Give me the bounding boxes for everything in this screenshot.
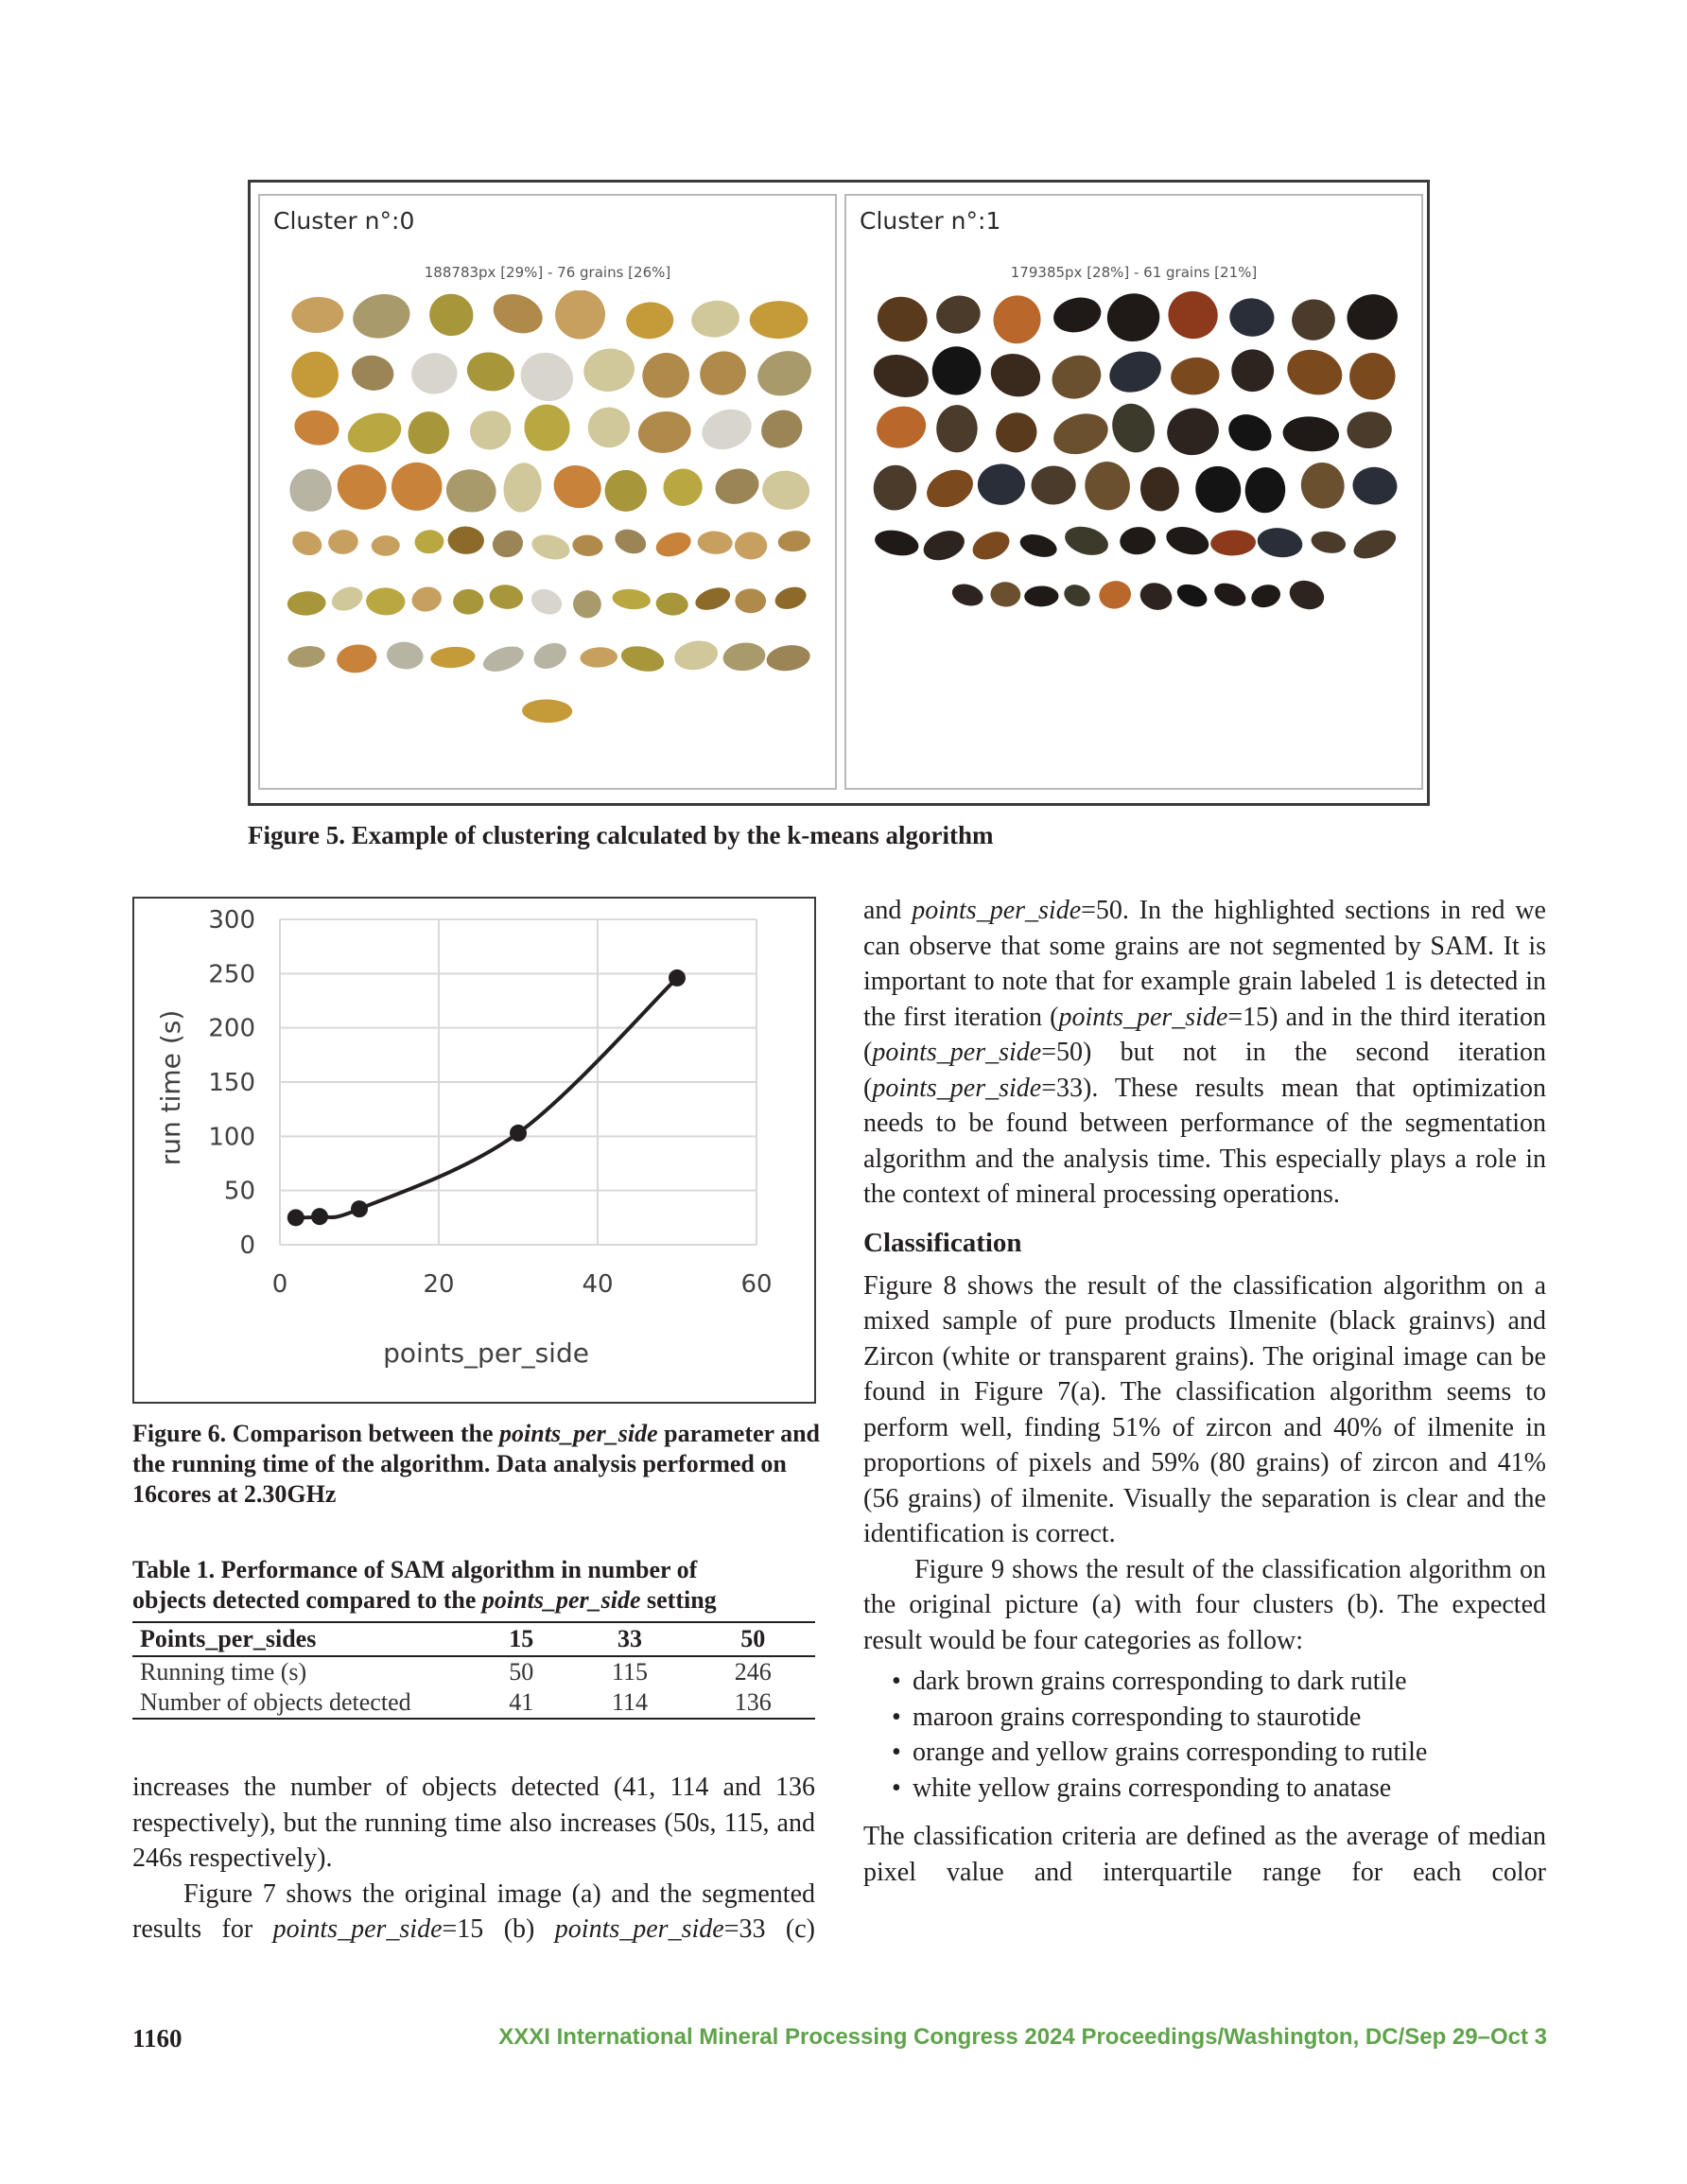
grain-shape [692,584,733,614]
cluster-title: Cluster n°:0 [273,207,415,235]
y-tick-label: 250 [208,960,255,989]
data-point [351,1200,368,1217]
grain-shape [464,405,517,456]
grain-shape [1189,460,1248,520]
grain-shape [286,345,344,404]
grain-shape [1061,581,1094,610]
grain-shape [1049,407,1114,461]
grain-shape [1346,410,1394,450]
grain-shape [386,640,425,672]
grain-shape [1281,342,1348,401]
grain-shape [453,589,483,615]
grain-shape [443,466,498,515]
x-axis-title: points_per_side [383,1337,589,1369]
grain-shape [335,642,378,675]
grain-shape [447,526,484,555]
grain-shape [872,401,930,454]
paragraph [132,1877,815,1948]
grain-shape [990,407,1044,460]
data-points [287,970,686,1226]
table-row [132,1656,815,1687]
grain-shape [869,461,921,515]
grain-shape [587,407,630,448]
text-run: =50. In the highlighted sections in red we can observe that some grains are not segmented by SAM. It is important to note that for example grain labeled 1 is detected in the first iteration ( [863,896,1546,1032]
grain-shape [984,347,1046,404]
grain-shape [760,469,810,512]
table-header-row [132,1622,815,1656]
grain-shape [773,584,809,613]
grain-shape [426,290,477,339]
grain-shape [1285,576,1328,615]
grain-shape [1211,579,1250,611]
grain-shape [612,525,650,558]
grain-shape [290,296,344,335]
cluster-panel-1 [844,194,1423,790]
grain-shape [1169,355,1222,397]
grain-shape [1046,348,1108,406]
grain-shape [349,290,413,343]
grain-shape [581,345,637,395]
grain-shape [928,342,984,399]
grain-shape [735,532,768,560]
grain-shape [618,642,667,675]
table-cell: 246 [734,1658,772,1686]
x-tick-label: 20 [423,1270,455,1299]
grain-shape [756,404,809,455]
x-tick-label: 40 [582,1270,614,1299]
grain-shape [919,526,968,566]
grain-shape [490,527,526,560]
table-1-caption [132,1555,832,1616]
paragraph: increases the number of objects detected (41, 114 and 136 respectively), but the running time also increases (50s, 115, and 246s respectively). [132,1773,815,1873]
right-column-text [863,893,1546,1890]
left-column-text [132,1770,815,1948]
grain-shape [1050,293,1104,338]
caption-italic: points_per_side [481,1586,641,1614]
list-item: • maroon grains corresponding to staurotide [913,1700,1546,1736]
caption-text: Figure 6. Comparison between the [132,1420,500,1447]
grain-shape [661,466,705,509]
grain-shape [1163,404,1224,461]
y-tick-label: 200 [208,1014,255,1043]
grain-shape [1281,414,1340,453]
grain-shape [1137,579,1175,614]
y-axis-title: run time (s) [155,1009,186,1166]
text-run: =33 (c) [723,1914,815,1944]
grain-shape [487,290,548,341]
running-footer: XXXI International Mineral Processing Congress 2024 Proceedings/Washington, DC/Sep 29–Oct 3 [498,2024,1547,2050]
paragraph: The classification criteria are defined as the average of median pixel value and interquartile range for each color [863,1822,1546,1887]
grain-shape [410,352,459,395]
grain-shape [1062,522,1112,560]
tick-labels [208,906,772,1299]
text-run: and [863,896,913,925]
grain-shape [1163,522,1212,559]
grain-shape [696,402,757,456]
grain-mosaic [846,290,1423,782]
series-line [296,978,677,1217]
text-run: =15 (b) [442,1914,555,1944]
paragraph [863,893,1546,1213]
figure-6-chart [132,897,816,1404]
grain-shape [1228,296,1277,338]
grid-lines [280,919,757,1245]
grain-shape [522,699,572,724]
table-cell: 50 [509,1658,534,1686]
grain-shape [287,643,327,670]
grain-shape [1104,344,1167,399]
grain-shape [328,583,366,615]
grain-shape [513,345,580,409]
grain-shape [569,586,604,621]
grain-shape [868,348,934,404]
grain-shape [1024,585,1059,607]
grain-shape [1349,524,1400,564]
grain-shape [553,290,606,341]
grain-shape [409,584,444,614]
grain-shape [1244,466,1287,515]
table-row [132,1687,815,1719]
table-cell: 114 [568,1687,690,1719]
grain-shape [625,301,674,340]
caption-italic: points_per_side [499,1420,658,1447]
grain-mosaic [260,290,837,782]
text-run: Figure 7 shows the original image (a) and the segmented results for [132,1878,815,1944]
table-1 [132,1621,815,1720]
grain-shape [921,463,980,515]
table-header-cell: Points_per_sides [132,1622,474,1656]
grain-shape [873,527,921,560]
page-number: 1160 [132,2024,183,2053]
grain-shape [548,459,606,515]
grain-shape [990,581,1021,607]
grain-shape [672,638,721,673]
cluster-title: Cluster n°:1 [860,207,1001,235]
grain-shape [977,463,1026,506]
grain-shape [413,529,444,555]
grain-shape [602,467,650,515]
text-italic: points_per_side [1058,1002,1228,1032]
grain-shape [1164,290,1221,342]
section-heading: Classification [863,1227,1022,1258]
grain-shape [1082,459,1133,514]
grain-shape [1297,459,1348,512]
grain-shape [1017,531,1060,561]
grain-shape [689,298,741,341]
text-run: =33). These results mean that optimization needs to be found between performance of the segmentation algorithm and the analysis time. This especially plays a role in the context of mineral processing operations. [863,1073,1546,1209]
list-item: • dark brown grains corresponding to dark rutile [913,1664,1546,1700]
caption-line-1: Table 1. Performance of SAM algorithm in number of [132,1556,698,1583]
grain-shape [289,468,332,512]
grain-shape [463,348,518,395]
x-tick-label: 60 [740,1270,773,1299]
grain-shape [1210,530,1257,557]
grain-shape [518,399,575,457]
grain-shape [1097,579,1133,612]
grain-shape [331,458,392,516]
data-point [311,1208,328,1225]
paragraph: Figure 8 shows the result of the classification algorithm on a mixed sample of pure products Ilmenite (black grainvs) and Zircon (white or transparent grains). The original image can be found in Figure 7(a). The classification algorithm seems to perform well, finding 51% of zircon and 40% of ilmenite in proportions of pixels and 59% (80 grains) of zircon and 41% (56 grains) of ilmenite. Visually the separation is clear and the identification is correct. [863,1270,1546,1548]
grain-shape [366,587,406,616]
grain-shape [1119,525,1157,556]
paragraph: Figure 9 shows the result of the classification algorithm on the original picture (a) with four clusters (b). The expected result would be four categories as follow: [863,1554,1546,1655]
grain-shape [635,408,693,456]
data-point [669,970,686,987]
grain-shape [500,461,545,515]
grain-shape [528,585,566,619]
list-item: • white yellow grains corresponding to anatase [913,1771,1546,1807]
grain-shape [722,640,767,673]
y-tick-label: 0 [239,1232,255,1260]
text-italic: points_per_side [872,1073,1042,1103]
grain-shape [933,292,984,338]
grain-shape [343,407,407,459]
y-tick-label: 100 [208,1123,255,1152]
grain-shape [949,581,985,610]
grain-shape [936,405,978,453]
table-cell: 136 [691,1687,815,1719]
grain-shape [968,526,1014,565]
grain-shape [430,645,477,669]
grain-shape [985,290,1048,351]
text-italic: points_per_side [912,896,1082,925]
text-italic: points_per_side [272,1914,443,1944]
grain-shape [1290,297,1338,343]
table-header-cell: 15 [474,1622,568,1656]
table-cell: 41 [474,1687,568,1719]
x-tick-label: 0 [271,1270,288,1299]
grain-shape [479,641,527,676]
table-cell: Running time (s) [140,1658,307,1686]
grain-shape [530,638,570,674]
cluster-stats: 179385px [28%] - 61 grains [21%] [1010,264,1258,281]
grain-shape [749,301,808,340]
text-run: =15) and in the third iteration ( [863,1002,1546,1067]
figure-6-caption [132,1419,832,1510]
grain-shape [1256,525,1305,560]
grain-shape [1310,529,1348,556]
grain-shape [693,344,752,401]
grain-shape [611,587,652,611]
table-cell: Number of objects detected [132,1687,474,1719]
grain-shape [1223,408,1278,457]
table-cell: 115 [611,1658,648,1686]
y-tick-label: 300 [208,906,255,935]
grain-shape [580,646,618,668]
grain-shape [655,591,689,617]
grain-shape [289,527,325,559]
list-item: • orange and yellow grains corresponding to rutile [913,1735,1546,1771]
grain-shape [327,529,359,555]
grain-shape [1104,290,1162,344]
data-point [287,1209,304,1226]
grain-shape [529,531,572,564]
grain-shape [735,588,766,613]
grain-shape [1248,581,1283,610]
grain-shape [638,348,693,402]
grain-shape [572,534,604,558]
grain-shape [873,291,932,347]
y-tick-label: 150 [208,1069,255,1097]
table-header-cell: 50 [691,1622,815,1656]
table-header-cell: 33 [568,1622,690,1656]
bullet-list [863,1664,1546,1806]
grain-shape [1344,291,1400,343]
grain-shape [711,463,763,509]
y-tick-label: 50 [223,1177,255,1206]
grain-shape [403,407,455,460]
caption-text: setting [640,1586,717,1614]
grain-shape [1105,397,1161,458]
grain-shape [652,528,694,560]
grain-shape [697,531,733,555]
grain-shape [287,590,326,617]
grain-shape [1226,344,1279,397]
grain-shape [1351,465,1399,506]
grain-shape [1174,580,1210,611]
cluster-panel-0 [258,194,837,790]
grain-shape [391,463,443,511]
cluster-stats: 188783px [29%] - 76 grains [26%] [424,264,671,281]
grain-shape [349,353,396,393]
caption-text: parameter and the running time of the algorithm. Data analysis performed on 16cores at 2.30GHz [132,1420,821,1508]
figure-5-caption: Figure 5. Example of clustering calculated by the k-means algorithm [248,821,994,849]
line-chart [134,899,814,1402]
grain-shape [371,535,400,557]
caption-text: objects detected compared to the [132,1586,482,1614]
text-run: =50) but not in the second iteration ( [863,1038,1546,1103]
grain-shape [1031,465,1077,506]
grain-shape [1346,349,1400,405]
grain-shape [488,584,524,611]
text-italic: points_per_side [872,1038,1042,1067]
grain-shape [765,642,812,673]
grain-shape [291,407,341,448]
text-italic: points_per_side [554,1914,724,1944]
grain-shape [777,529,811,552]
figure-5-image [248,180,1430,806]
grain-shape [752,344,818,403]
grain-shape [1139,465,1180,513]
data-point [510,1125,527,1142]
